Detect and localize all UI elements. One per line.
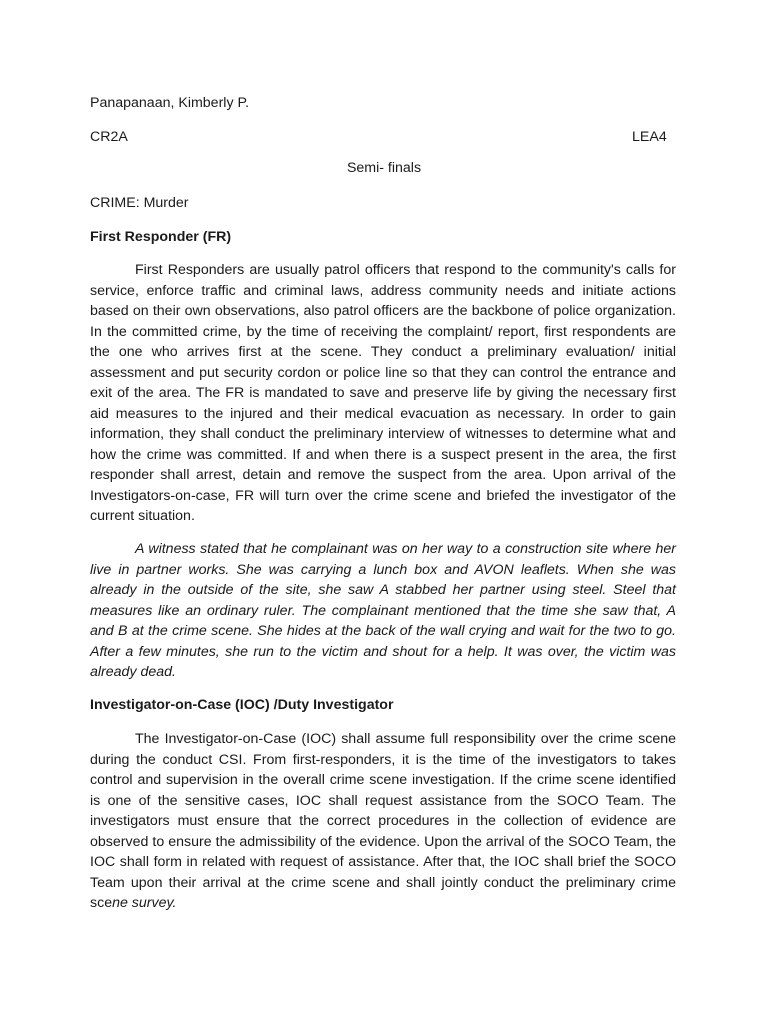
first-responder-paragraph: First Responders are usually patrol officers that respond to the community's calls for service, enforce traffic and criminal laws, address community needs and initiate actions based on their own observations, also patrol officers are the backbone of police organization. In the committed crime, by the time of receiving the complaint/ report, first respondents are the one who arrives first at the scene. They conduct a preliminary evaluation/ initial assessment and put security cordon or police line so that they can control the entrance and exit of the area. The FR is mandated to save and preserve life by giving the necessary first aid measures to the injured and their medical evacuation as necessary. In order to gain information, they shall conduct the preliminary interview of witnesses to determine what and how the crime was committed. If and when there is a suspect present in the area, the first responder shall arrest, detain and remove the suspect from the area. Upon arrival of the Investigators-on-case, FR will turn over the crime scene and briefed the investigator of the current situation.	[90, 262, 676, 524]
class-section: CR2A	[90, 129, 128, 145]
crime-label: CRIME: Murder	[90, 195, 189, 211]
investigator-paragraph-italic-tail: ne survey.	[112, 895, 177, 911]
first-responder-heading: First Responder (FR)	[90, 229, 232, 245]
exam-title: Semi- finals	[346, 160, 422, 176]
investigator-heading: Investigator-on-Case (IOC) /Duty Investigator	[90, 697, 394, 713]
course-code: LEA4	[632, 129, 667, 145]
investigator-paragraph-text: The Investigator-on-Case (IOC) shall assume full responsibility over the crime scene during the conduct CSI. From first-responders, it is the time of the investigators to takes control and supervision in the overall crime scene investigation. If the crime scene identified is one of the sensitive cases, IOC shall request assistance from the SOCO Team. The investigators must ensure that the correct procedures in the collection of evidence are observed to ensure the admissibility of the evidence. Upon the arrival of the SOCO Team, the IOC shall form in related with request of assistance. After that, the IOC shall brief the SOCO Team upon their arrival at the crime scene and shall jointly conduct the preliminary crime sce	[90, 731, 676, 911]
student-name: Panapanaan, Kimberly P.	[90, 95, 250, 111]
witness-account-paragraph: A witness stated that he complainant was on her way to a construction site where her live in partner works. She was carrying a lunch box and AVON leaflets. When she was already in the outside of the site, she saw A stabbed her partner using steel. Steel that measures like an ordinary ruler. The complainant mentioned that the time she saw that, A and B at the crime scene. She hides at the back of the wall crying and wait for the two to go. After a few minutes, she run to the victim and shout for a help. It was over, the victim was already dead.	[90, 541, 676, 680]
investigator-paragraph	[90, 729, 676, 914]
